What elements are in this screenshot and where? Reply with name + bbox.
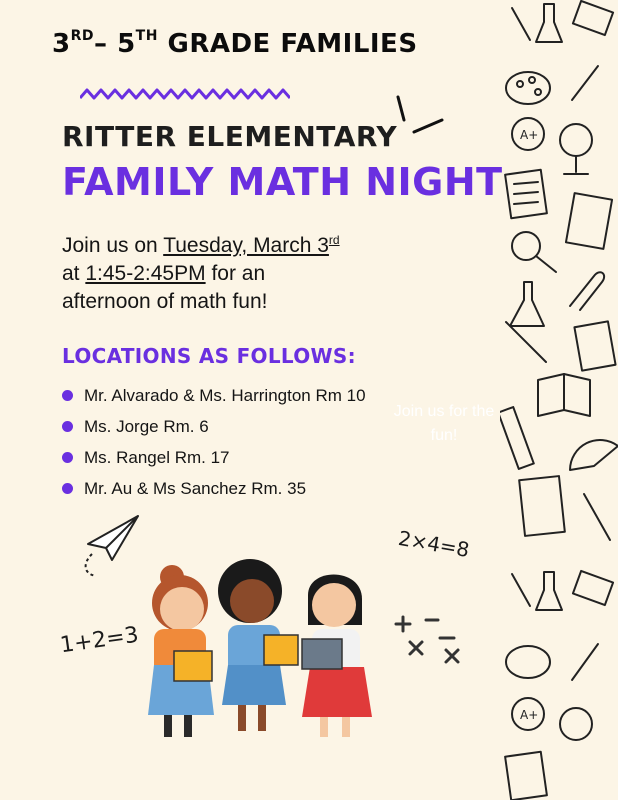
protractor-icon — [570, 440, 618, 470]
notepad-icon — [574, 321, 615, 370]
dash: – — [94, 29, 118, 59]
book-icon — [573, 571, 613, 605]
pencil-icon — [572, 66, 598, 100]
list-item: Mr. Alvarado & Ms. Harrington Rm 10 — [62, 380, 366, 411]
flask-icon — [510, 282, 544, 326]
paper-icon — [505, 752, 547, 800]
event-title: FAMILY MATH NIGHT — [62, 160, 503, 204]
child-left — [148, 565, 214, 737]
grade-from-suffix: RD — [70, 28, 94, 44]
burst-lines-decoration — [390, 92, 450, 152]
families-label: GRADE FAMILIES — [157, 29, 418, 59]
event-time: 1:45-2:45PM — [85, 262, 206, 285]
svg-text:A+: A+ — [520, 708, 539, 722]
child-right — [302, 574, 372, 737]
book-icon — [573, 1, 613, 35]
pencil-icon — [572, 644, 598, 680]
flask-icon — [536, 572, 562, 610]
math-operators-icon — [388, 610, 468, 666]
intro-for-an: for an — [205, 262, 266, 285]
closed-book-icon — [519, 476, 565, 536]
globe-icon — [560, 708, 592, 740]
intro-line-1 — [62, 226, 432, 260]
school-doodles-border — [500, 0, 618, 800]
school-name: RITTER ELEMENTARY — [62, 120, 398, 153]
grade-to-suffix: TH — [135, 28, 158, 44]
ghost-caption: Join us for the fun! — [393, 403, 495, 444]
ruler-icon — [500, 407, 534, 469]
locations-heading: LOCATIONS AS FOLLOWS: — [62, 344, 356, 368]
child-middle — [218, 559, 298, 731]
children-reading-illustration — [130, 555, 390, 755]
list-item: Mr. Au & Ms Sanchez Rm. 35 — [62, 473, 366, 504]
intro-prefix: Join us on — [62, 234, 164, 257]
paintbrush-icon — [512, 574, 530, 606]
paintbrush-icon — [512, 8, 530, 40]
palette-icon — [506, 72, 550, 104]
squiggle-decoration — [80, 86, 290, 104]
list-item: Ms. Rangel Rm. 17 — [62, 442, 366, 473]
paintbrush-icon — [584, 494, 610, 540]
intro-line-3: afternoon of math fun! — [62, 290, 268, 313]
headline — [52, 28, 492, 59]
intro-at: at — [62, 262, 86, 285]
globe-icon — [560, 124, 592, 156]
event-date: Tuesday, March 3 — [163, 234, 329, 257]
list-item: Ms. Jorge Rm. 6 — [62, 411, 366, 442]
svg-text:A+: A+ — [520, 128, 539, 142]
date-suffix: rd — [328, 233, 340, 247]
notebook-icon — [566, 193, 612, 249]
pencil-icon — [506, 322, 546, 362]
equation-right: 2×4=8 — [396, 525, 472, 563]
grade-from: 3 — [52, 29, 71, 59]
grade-to: 5 — [117, 29, 136, 59]
locations-list — [62, 380, 366, 504]
paperclip-icon — [570, 272, 604, 310]
palette-icon — [506, 646, 550, 678]
event-intro — [62, 226, 432, 316]
equation-left: 1+2=3 — [58, 622, 141, 659]
intro-line-2 — [62, 260, 432, 288]
flask-icon — [536, 4, 562, 42]
